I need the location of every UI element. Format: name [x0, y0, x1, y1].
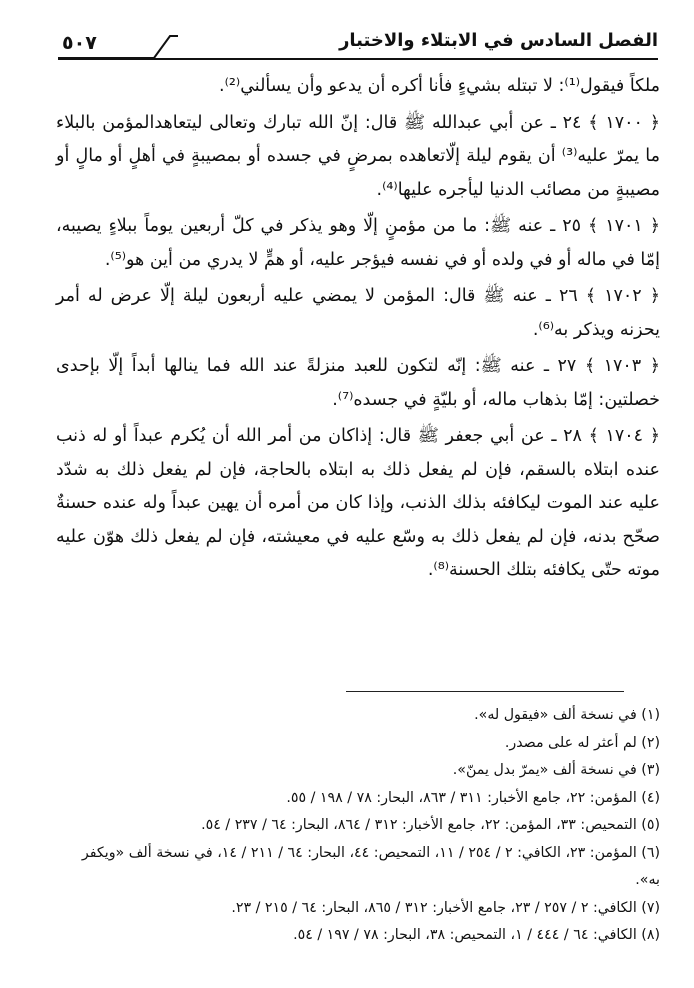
footnote-1: (١) في نسخة ألف «فيقول له». [474, 707, 660, 723]
main-text [56, 70, 660, 591]
page-header [58, 26, 658, 62]
header-rule [58, 58, 658, 60]
footnote-3: (٣) في نسخة ألف «يمرّ بدل يمنّ». [452, 762, 660, 778]
footnote-2: (٢) لم أعثر له على مصدر. [504, 734, 660, 751]
page-number: ٥٠٧ [62, 32, 97, 54]
footnote-4: (٤) المؤمن: ٢٢، جامع الأخبار: ٣١١ / ٨٦٣، البحار: ٧٨ / ١٩٨ / ٥٥. [286, 789, 660, 806]
footnote-7: (٧) الكافي: ٢ / ٢٥٧ / ٢٣، جامع الأخبار: ٣١٢ / ٨٦٥، البحار: ٦٤ / ٢١٥ / ٢٣. [231, 899, 660, 916]
footnote-5: (٥) التمحيص: ٣٣، المؤمن: ٢٢، جامع الأخبار: ٣١٢ / ٨٦٤، البحار: ٦٤ / ٢٣٧ / ٥٤. [201, 817, 660, 833]
footnote-separator [346, 691, 624, 692]
hadith-1702: ﴿ ١٧٠٢ ﴾ ٢٦ ـ عنه ﷺ قال: المؤمن لا يمضي عليه أربعون ليلة إلّا عرض له أمر يحزنه ويذكر به⁽⁶⁾. [56, 286, 660, 340]
hadith-1703: ﴿ ١٧٠٣ ﴾ ٢٧ ـ عنه ﷺ: إنّه لتكون للعبد منزلةً عند الله فما ينالها أبداً إلّا بإحدى خصلتين: إمّا بذهاب ماله، أو بليّةٍ في جسده⁽⁷⁾. [56, 356, 660, 410]
hadith-1700: ﴿ ١٧٠٠ ﴾ ٢٤ ـ عن أبي عبدالله ﷺ قال: إنّ الله تبارك وتعالى ليتعاهدالمؤمن بالبلاء ما يمرّ عليه⁽³⁾ أن يقوم ليلة إلّاتعاهده بمرضٍ في جسده أو بمصيبةٍ في أهلٍ أو مالٍ أو مصيبةٍ من مصائب الدنيا ليأجره عليها⁽⁴⁾. [56, 112, 661, 200]
chapter-title: الفصل السادس في الابتلاء والاختبار [339, 30, 658, 51]
footnote-8: (٨) الكافي: ٦٤ / ٤٤٤ / ١، التمحيص: ٣٨، البحار: ٧٨ / ١٩٧ / ٥٤. [293, 927, 660, 943]
hadith-1704: ﴿ ١٧٠٤ ﴾ ٢٨ ـ عن أبي جعفر ﷺ قال: إذاكان من أمر الله أن يُكرم عبداً أو له ذنب عنده ابتلاه بالسقم، فإن لم يفعل ذلك به ابتلاه بالحاجة، فإن لم يفعل ذلك به شدّد عليه عند الموت ليكافئه بذلك الذنب، وإذا كان من أمره أن يهين عبداً وله عنده حسنةٌ صحّح بدنه، فإن لم يفعل ذلك به وسّع عليه في معيشته، فإن لم يفعل ذلك هوّن عليه موته حتّى يكافئه بتلك الحسنة⁽⁸⁾. [56, 426, 660, 580]
footnote-6: (٦) المؤمن: ٢٣، الكافي: ٢ / ٢٥٤ / ١١، التمحيص: ٤٤، البحار: ٦٤ / ٢١١ / ١٤، في نسخة ألف «ويكفر به». [81, 844, 660, 888]
hadith-1701: ﴿ ١٧٠١ ﴾ ٢٥ ـ عنه ﷺ: ما من مؤمنٍ إلّا وهو يذكر في كلّ أربعين يوماً ببلاءٍ يصيبه، إمّا في ماله أو في ولده أو في نفسه فيؤجر عليه، أو همٍّ لا يدري من أين هو⁽⁵⁾. [56, 216, 660, 270]
paragraph-continuation: ملكاً فيقول⁽¹⁾: لا تبتله بشيءٍ فأنا أكره أن يدعو وأن يسألني⁽²⁾. [219, 76, 660, 96]
footnotes [56, 702, 660, 950]
